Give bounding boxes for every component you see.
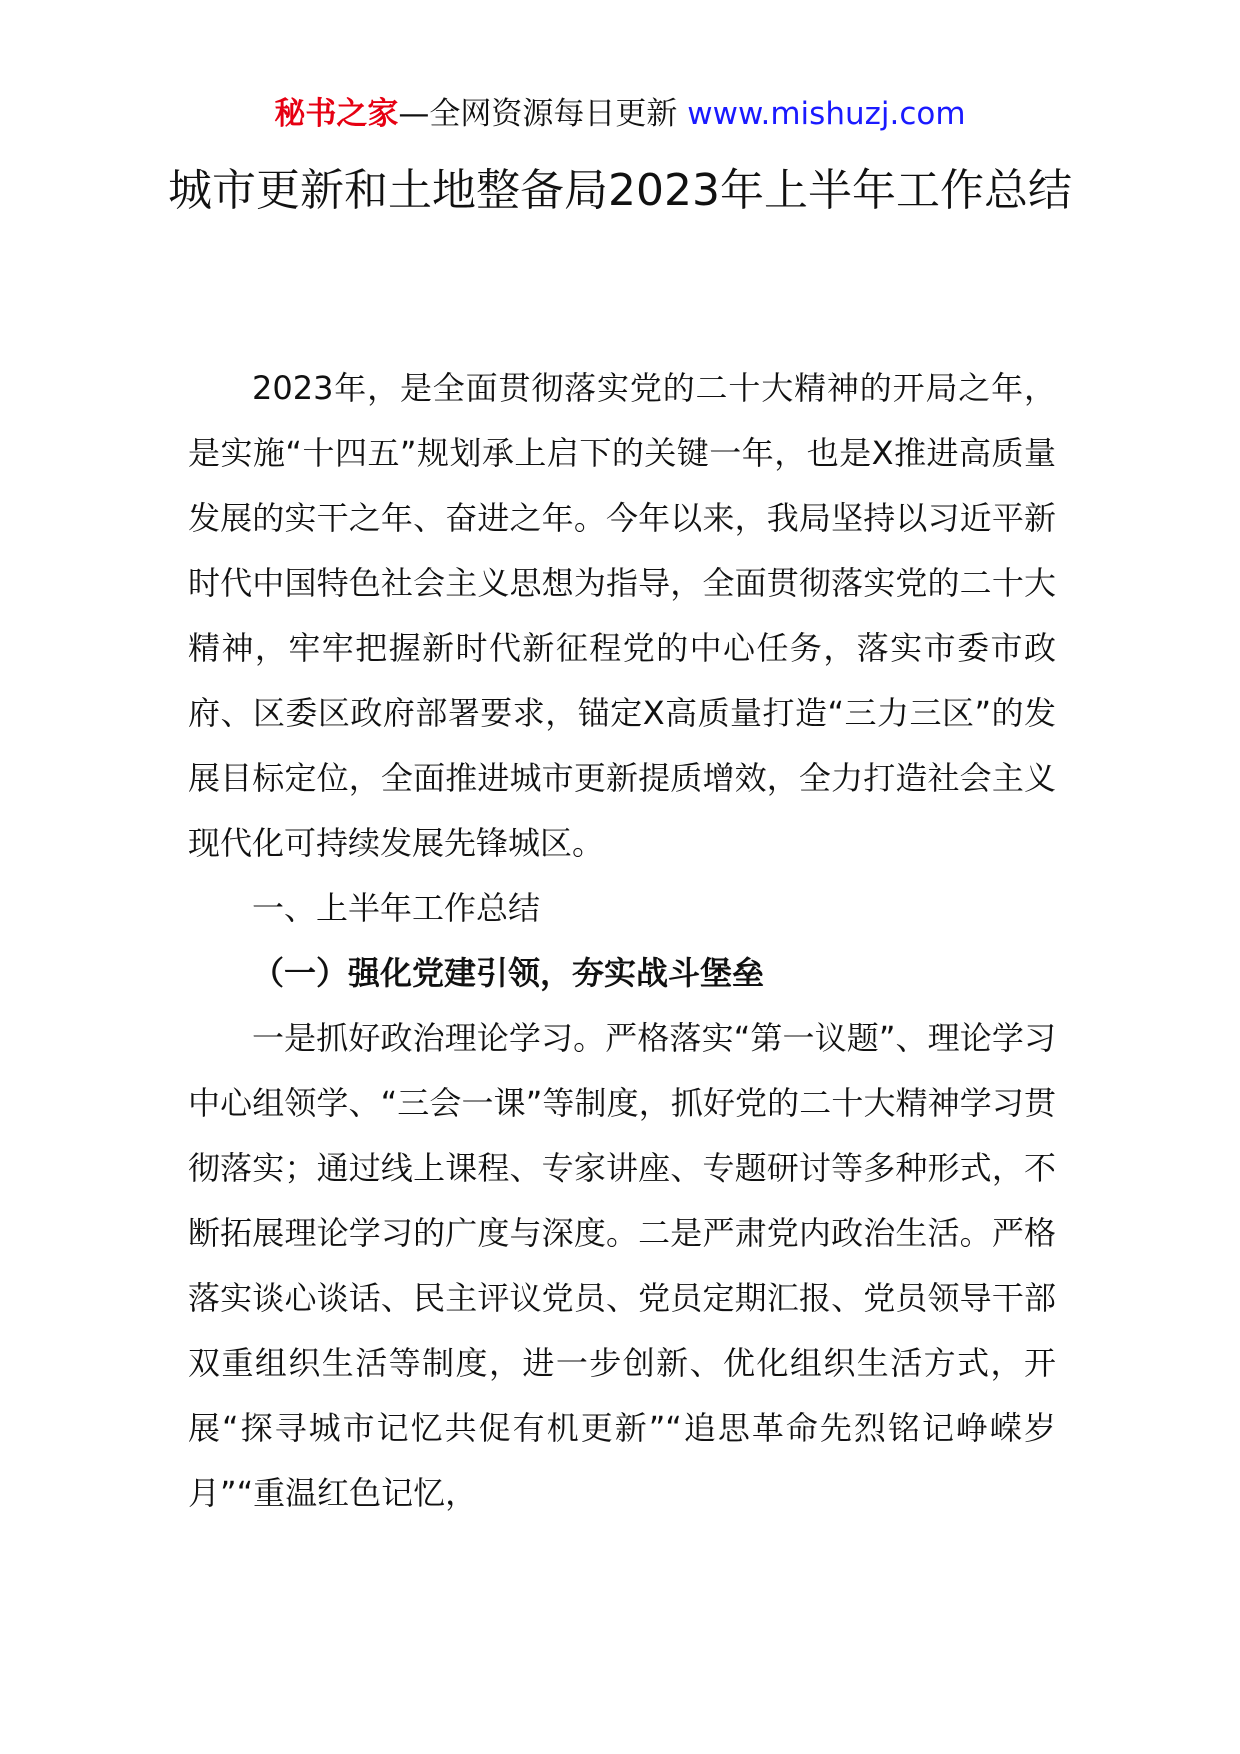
watermark-tagline: 全网资源每日更新 [429, 96, 678, 132]
body-paragraph: 一是抓好政治理论学习。严格落实“第一议题”、理论学习中心组领学、“三会一课”等制度，抓好党的二十大精神学习贯彻落实；通过线上课程、专家讲座、专题研讨等多种形式，不断拓展理论学习的广度与深度。二是严肃党内政治生活。严格落实谈心谈话、民主评议党员、党员定期汇报、党员领导干部双重组织生活等制度，进一步创新、优化组织生活方式，开展“探寻城市记忆共促有机更新”“追思革命先烈铭记峥嵘岁月”“重温红色记忆， [188, 1019, 1056, 1512]
watermark-banner [0, 92, 1240, 136]
document-title: 城市更新和土地整备局2023年上半年工作总结 [168, 165, 1072, 216]
watermark-url[interactable]: www.mishuzj.com [687, 96, 966, 132]
watermark-brand: 秘书之家 [274, 96, 399, 132]
document-body [188, 356, 1056, 1526]
subsection-heading: （一）强化党建引领，夯实战斗堡垒 [252, 954, 765, 992]
watermark-dash: — [398, 96, 430, 132]
intro-paragraph: 2023年，是全面贯彻落实党的二十大精神的开局之年，是实施“十四五”规划承上启下的关键一年，也是X推进高质量发展的实干之年、奋进之年。今年以来，我局坚持以习近平新时代中国特色社会主义思想为指导，全面贯彻落实党的二十大精神，牢牢把握新时代新征程党的中心任务，落实市委市政府、区委区政府部署要求，锚定X高质量打造“三力三区”的发展目标定位，全面推进城市更新提质增效，全力打造社会主义现代化可持续发展先锋城区。 [188, 369, 1056, 862]
section-heading: 一、上半年工作总结 [252, 889, 541, 927]
